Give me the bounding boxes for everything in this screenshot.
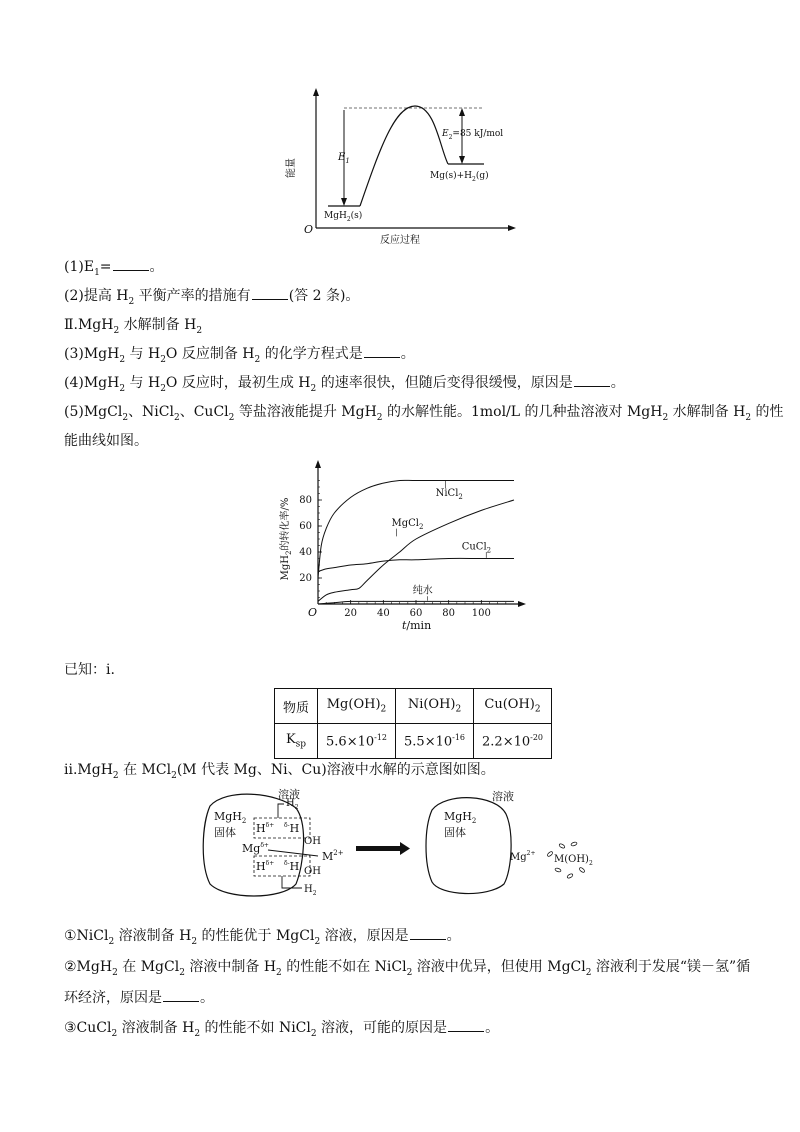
oh-top-label: OH: [304, 836, 321, 847]
solid-label-right: MgH$_2$: [444, 810, 477, 825]
reactant-label: MgH$_2$(s): [324, 211, 363, 223]
chart-labels: [278, 481, 491, 633]
m-ion-label: $M^{2+}$: [322, 849, 344, 863]
y-tick-label: 60: [299, 521, 312, 532]
question-1: $(1)E_1=$ 。: [64, 259, 164, 278]
solution-label-left: 溶液: [278, 788, 300, 801]
answer-blank[interactable]: [252, 287, 288, 300]
chart-origin: O: [308, 606, 318, 619]
question-2: (2)提高 $H_2$ 平衡产率的措施有 (答 2 条)。: [64, 288, 360, 307]
sub-question-3: ③CuCl$_2$ 溶液制备 $H_2$ 的性能不如 NiCl$_2$ 溶液，可能的原因是 。: [64, 1020, 500, 1039]
sub-question-2-line-2: 环经济，原因是 。: [64, 990, 214, 1006]
e2-label: $E_2=85$ kJ/mol: [442, 129, 504, 141]
x-tick-label: 100: [471, 608, 491, 619]
table-cell: $5.6\times 10^{-12}$: [318, 724, 396, 759]
e2-arrowhead: [459, 156, 465, 164]
table-header-cell: 物质: [275, 689, 318, 724]
sub-question-1: ①NiCl$_2$ 溶液制备 $H_2$ 的性能优于 MgCl$_2$ 溶液，原因是 。: [64, 928, 461, 947]
table-header-cell: $Cu(OH)_2$: [474, 689, 552, 724]
energy-diagram: [280, 88, 540, 248]
x-tick-label: 60: [409, 608, 423, 619]
h2-top-label: $H_2$: [286, 798, 299, 811]
product-label: $Mg(s)+H_2(g)$: [430, 171, 489, 183]
reaction-arrow-shaft: [356, 846, 402, 851]
h-delta-plus-bottom: $H^{\delta+}$: [256, 860, 275, 873]
oh-bottom-label: OH: [304, 866, 321, 877]
cucl2-label: CuCl$_2$: [461, 541, 492, 555]
x-axis-label: t/min: [402, 619, 432, 632]
table-cell: $2.2\times 10^{-20}$: [474, 724, 552, 759]
cucl2-series: [318, 558, 514, 571]
answer-blank[interactable]: [364, 345, 400, 358]
question-5-line-2: 能曲线如图。: [64, 433, 148, 449]
e1-arrowhead: [341, 198, 347, 206]
h2-bottom-arrow: [282, 876, 302, 888]
table-header-row: [275, 689, 552, 724]
section-2-heading: Ⅱ.MgH$_2$ 水解制备 $H_2$: [64, 317, 203, 336]
h-delta-minus-bottom: $^{\delta-}$H: [284, 860, 300, 873]
h2-bottom-label: $H_2$: [304, 884, 317, 897]
y-tick-label: 80: [299, 495, 312, 506]
known-intro: 已知：ⅰ.: [64, 662, 115, 678]
answer-blank[interactable]: [163, 989, 199, 1002]
nicl2-series: [318, 480, 514, 578]
y-tick-label: 40: [299, 547, 312, 558]
mg2-label: $Mg^{2+}$: [510, 850, 536, 863]
table-header-cell: $Ni(OH)_2$: [396, 689, 474, 724]
mg-to-m-arrow: [268, 850, 318, 856]
solid-word-left: 固体: [214, 826, 236, 839]
hydrolysis-diagram: [196, 784, 626, 904]
answer-blank[interactable]: [574, 374, 610, 387]
e2-arrowhead-top: [459, 108, 465, 116]
y-axis-label: MgH$_2$的转化率/%: [280, 497, 293, 581]
conversion-rate-chart: [270, 458, 530, 636]
h-delta-plus-top: $H^{\delta+}$: [256, 822, 275, 835]
h-delta-minus-top: $^{\delta-}$H: [284, 822, 300, 835]
energy-x-arrow: [508, 225, 516, 231]
energy-y-arrow: [313, 88, 319, 96]
y-tick-label: 20: [299, 573, 312, 584]
x-axis-arrow: [518, 601, 526, 607]
answer-blank[interactable]: [113, 258, 149, 271]
question-4: (4)MgH$_2$ 与 $H_2O$ 反应时，最初生成 $H_2$ 的速率很快，但随后变得很缓慢，原因是 。: [64, 375, 625, 394]
known-ii: ⅱ.MgH$_2$ 在 MCl$_2$(M 代表 Mg、Ni、Cu)溶液中水解的示意图如图。: [64, 762, 495, 781]
solution-label-right: 溶液: [492, 790, 514, 803]
e1-label: $E_1$: [338, 152, 350, 165]
table-cell: $K_{sp}$: [275, 724, 318, 759]
ksp-table: [274, 688, 552, 759]
sub-question-2-line-1: ②MgH$_2$ 在 MgCl$_2$ 溶液中制备 $H_2$ 的性能不如在 NiCl$_2$ 溶液中优异，但使用 MgCl$_2$ 溶液利于发展“镁－氢”循: [64, 959, 751, 978]
energy-y-label: 能量: [286, 158, 297, 178]
x-tick-label: 40: [376, 608, 390, 619]
solid-word-right: 固体: [444, 826, 466, 839]
moh2-label: $M(OH)_2$: [554, 854, 593, 867]
answer-blank[interactable]: [448, 1019, 484, 1032]
x-tick-label: 80: [442, 608, 456, 619]
mgcl2-label: MgCl$_2$: [391, 518, 424, 531]
question-3: (3)MgH$_2$ 与 $H_2O$ 反应制备 $H_2$ 的化学方程式是 。: [64, 346, 415, 365]
answer-blank[interactable]: [410, 927, 446, 940]
reaction-arrow-head: [400, 842, 410, 855]
mg-delta-label: $Mg^{\delta+}$: [242, 842, 269, 855]
water-label: 纯水: [412, 585, 433, 597]
energy-origin: O: [304, 223, 314, 236]
table-cell: $5.5\times 10^{-16}$: [396, 724, 474, 759]
y-axis-arrow: [315, 460, 321, 468]
h2-top-arrow: [278, 804, 284, 818]
table-header-cell: $Mg(OH)_2$: [318, 689, 396, 724]
nicl2-label: NiCl$_2$: [435, 488, 463, 502]
table-row: [275, 724, 552, 759]
question-5-line-1: (5)MgCl$_2$、NiCl$_2$、CuCl$_2$ 等盐溶液能提升 MgH$_2$ 的水解性能。1mol/L 的几种盐溶液对 MgH$_2$ 水解制备 $H_2$ 的性: [64, 404, 784, 423]
solid-label-left: MgH$_2$: [214, 810, 247, 825]
x-tick-label: 20: [344, 608, 358, 619]
energy-curve: [360, 106, 448, 206]
energy-x-label: 反应过程: [380, 235, 420, 246]
